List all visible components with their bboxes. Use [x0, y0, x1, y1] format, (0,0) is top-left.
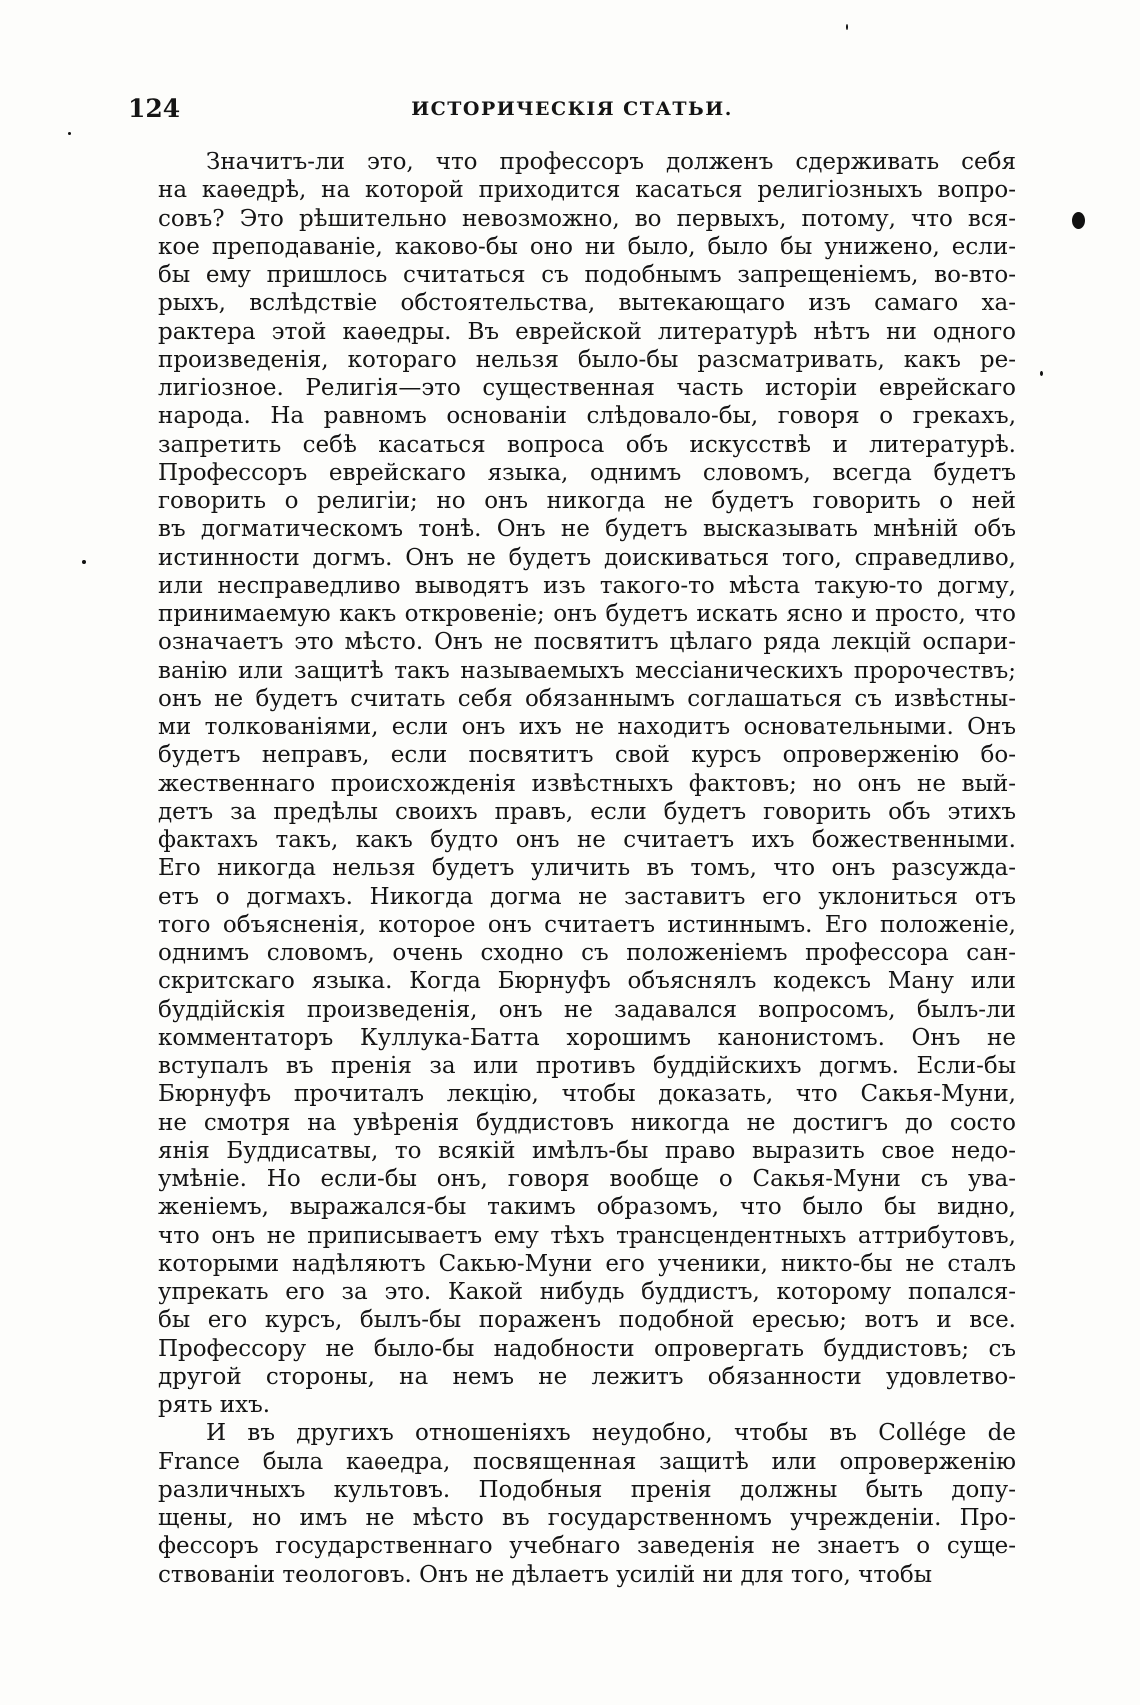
- text-line: того объясненія, которое онъ считаетъ истиннымъ. Его положеніе,: [158, 911, 1016, 938]
- running-title: ИСТОРИЧЕСКІЯ СТАТЬИ.: [411, 98, 733, 120]
- text-line: будетъ неправъ, если посвятитъ свой курсъ опроверженію бо-: [158, 742, 1016, 769]
- text-line: ствованіи теологовъ. Онъ не дѣлаетъ усилій ни для того, чтобы: [158, 1561, 933, 1588]
- text-line: кое преподаваніе, каково-бы оно ни было, было бы унижено, если-: [158, 233, 1016, 260]
- text-line: народа. На равномъ основаніи слѣдовало-бы, говоря о грекахъ,: [158, 403, 1016, 430]
- text-line: произведенія, котораго нельзя было-бы разсматривать, какъ ре-: [158, 346, 1016, 373]
- text-line: совъ? Это рѣшительно невозможно, во первыхъ, потому, что вся-: [158, 205, 1016, 232]
- text-line: лигіозное. Религія—это существенная часть исторіи еврейскаго: [158, 375, 1016, 401]
- ink-speck: [846, 24, 848, 30]
- text-line: которыми надѣляютъ Сакью-Муни его ученики, никто-бы не сталъ: [158, 1250, 1016, 1277]
- text-line: принимаемую какъ откровеніе; онъ будетъ искать ясно и просто, что: [158, 601, 1016, 627]
- text-line: буддійскія произведенія, онъ не задавался вопросомъ, былъ-ли: [158, 996, 1016, 1023]
- text-line: Бюрнуфъ прочиталъ лекцію, чтобы доказать, что Сакья-Муни,: [158, 1081, 1016, 1108]
- text-line: етъ о догмахъ. Никогда догма не заставитъ его уклониться отъ: [158, 883, 1016, 910]
- text-line: рять ихъ.: [158, 1392, 271, 1418]
- text-line: означаетъ это мѣсто. Онъ не посвятитъ цѣлаго ряда лекцій оспари-: [158, 629, 1016, 656]
- ink-speck: [68, 132, 71, 135]
- text-line: на каѳедрѣ, на которой приходится касаться религіозныхъ вопро-: [158, 177, 1016, 204]
- text-line: Его никогда нельзя будетъ уличить въ томъ, что онъ разсужда-: [158, 855, 1016, 882]
- text-line: говорить о религіи; но онъ никогда не будетъ говорить о ней: [158, 488, 1016, 514]
- text-line: И въ другихъ отношеніяхъ неудобно, чтобы въ Collége de: [206, 1420, 1016, 1447]
- text-line: не смотря на увѣренія буддистовъ никогда не достигъ до состо: [158, 1109, 1016, 1136]
- text-line: различныхъ культовъ. Подобныя пренія должны быть допу-: [158, 1476, 1016, 1503]
- text-line: жественнаго происхожденія извѣстныхъ фактовъ; но онъ не вый-: [158, 770, 1016, 797]
- paragraph: [158, 1419, 1016, 1589]
- text-line: что онъ не приписываетъ ему тѣхъ трансцендентныхъ аттрибутовъ,: [158, 1222, 1016, 1249]
- page-number: 124: [128, 94, 181, 123]
- text-line: Профессору не было-бы надобности опровергать буддистовъ; съ: [158, 1335, 1016, 1362]
- running-head: [128, 88, 1016, 128]
- text-line: запретить себѣ касаться вопроса объ искусствѣ и литературѣ.: [158, 431, 1016, 458]
- text-line: вступалъ въ пренія за или противъ буддійскихъ догмъ. Если-бы: [158, 1053, 1016, 1079]
- paragraph: [158, 148, 1016, 1419]
- text-line: или несправедливо выводятъ изъ такого-то мѣста такую-то догму,: [158, 572, 1016, 599]
- text-line: истинности догмъ. Онъ не будетъ доискиваться того, справедливо,: [158, 544, 1016, 571]
- text-line: скритскаго языка. Когда Бюрнуфъ объяснялъ кодексъ Ману или: [158, 968, 1016, 995]
- text-line: Профессоръ еврейскаго языка, однимъ словомъ, всегда будетъ: [158, 459, 1016, 486]
- text-line: рыхъ, вслѣдствіе обстоятельства, вытекающаго изъ самаго ха-: [158, 290, 1016, 317]
- text-line: фессоръ государственнаго учебнаго заведенія не знаетъ о суще-: [158, 1533, 1016, 1560]
- text-line: другой стороны, на немъ не лежитъ обязанности удовлетво-: [158, 1363, 1016, 1390]
- text-line: Значитъ-ли это, что профессоръ долженъ сдерживать себя: [206, 149, 1016, 175]
- text-line: комментаторъ Куллука-Батта хорошимъ канонистомъ. Онъ не: [158, 1024, 1016, 1051]
- text-line: France была каѳедра, посвященная защитѣ или опроверженію: [158, 1448, 1016, 1475]
- text-line: фактахъ такъ, какъ будто онъ не считаетъ ихъ божественными.: [158, 827, 1016, 853]
- text-line: ми толкованіями, если онъ ихъ не находитъ основательными. Онъ: [158, 714, 1016, 740]
- text-line: янія Буддисатвы, то всякій имѣлъ-бы право выразить свое недо-: [158, 1137, 1016, 1164]
- text-line: онъ не будетъ считать себя обязаннымъ соглашаться съ извѣстны-: [158, 685, 1016, 712]
- text-line: щены, но имъ не мѣсто въ государственномъ учрежденіи. Про-: [158, 1505, 1016, 1531]
- text-line: женіемъ, выражался-бы такимъ образомъ, что было бы видно,: [158, 1194, 1016, 1221]
- ink-speck: [82, 560, 86, 564]
- text-line: въ догматическомъ тонѣ. Онъ не будетъ высказывать мнѣній объ: [158, 516, 1016, 543]
- text-line: детъ за предѣлы своихъ правъ, если будетъ говорить объ этихъ: [158, 798, 1016, 825]
- text-line: упрекать его за это. Какой нибудь буддистъ, которому попался-: [158, 1279, 1016, 1305]
- text-line: рактера этой каѳедры. Въ еврейской литературѣ нѣтъ ни одного: [158, 318, 1016, 345]
- text-line: ванію или защитѣ такъ называемыхъ мессіаническихъ пророчествъ;: [158, 657, 1016, 684]
- body-text: [158, 148, 1016, 1589]
- ink-speck: [1040, 371, 1043, 376]
- text-line: бы ему пришлось считаться съ подобнымъ запрещеніемъ, во-вто-: [158, 262, 1016, 288]
- text-line: умѣніе. Но если-бы онъ, говоря вообще о Сакья-Муни съ ува-: [158, 1166, 1016, 1192]
- text-line: бы его курсъ, былъ-бы пораженъ подобной ересью; вотъ и все.: [158, 1307, 1016, 1334]
- text-line: однимъ словомъ, очень сходно съ положеніемъ профессора сан-: [158, 940, 1016, 966]
- ink-blot: [1072, 212, 1085, 229]
